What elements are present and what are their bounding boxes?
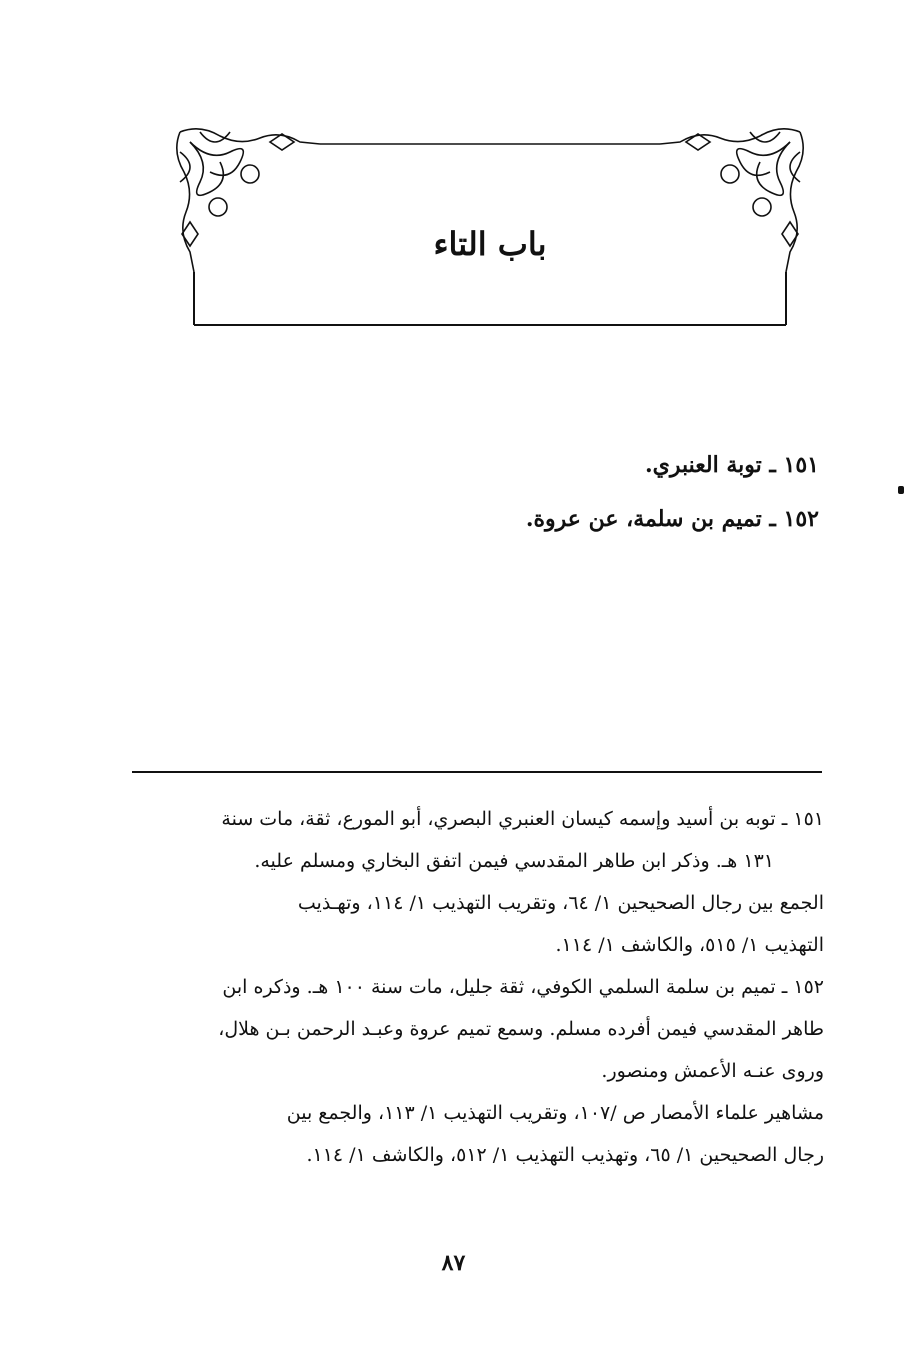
margin-mark [898,486,904,494]
footnote-151 [130,798,824,966]
entry-152: ١٥٢ ـ تميم بن سلمة، عن عروة. [525,506,819,532]
footnote-line: ١٣١ هـ. وذكر ابن طاهر المقدسي فيمن اتفق البخاري ومسلم عليه. [254,850,774,872]
entries-list [219,448,819,556]
footnote-separator [132,771,822,773]
footnote-line: ١٥١ ـ توبه بن أسيد وإسمه كيسان العنبري البصري، أبو المورع، ثقة، مات سنة [221,808,824,830]
entry-151: ١٥١ ـ توبة العنبري. [644,452,819,478]
footnote-line: رجال الصحيحين ١/ ٦٥، وتهذيب التهذيب ١/ ٥١٢، والكاشف ١/ ١١٤. [306,1144,824,1166]
chapter-title: باب التاء [433,225,547,263]
footnote-line: مشاهير علماء الأمصار ص /١٠٧، وتقريب التهذيب ١/ ١١٣، والجمع بين [286,1102,824,1124]
footnote-line: طاهر المقدسي فيمن أفرده مسلم. وسمع تميم عروة وعبـد الرحمن بـن هلال، [218,1018,824,1040]
footnote-line: الجمع بين رجال الصحيحين ١/ ٦٤، وتقريب التهذيب ١/ ١١٤، وتهـذيب [297,892,824,914]
footnote-line: وروى عنـه الأعمش ومنصور. [601,1060,824,1082]
footnote-line: ١٥٢ ـ تميم بن سلمة السلمي الكوفي، ثقة جليل، مات سنة ١٠٠ هـ. وذكره ابن [222,976,824,998]
page-number: ٨٧ [441,1250,466,1276]
footnotes-section [130,798,824,1176]
footnote-line: التهذيب ١/ ٥١٥، والكاشف ١/ ١١٤. [555,934,824,956]
footnote-152 [130,966,824,1176]
